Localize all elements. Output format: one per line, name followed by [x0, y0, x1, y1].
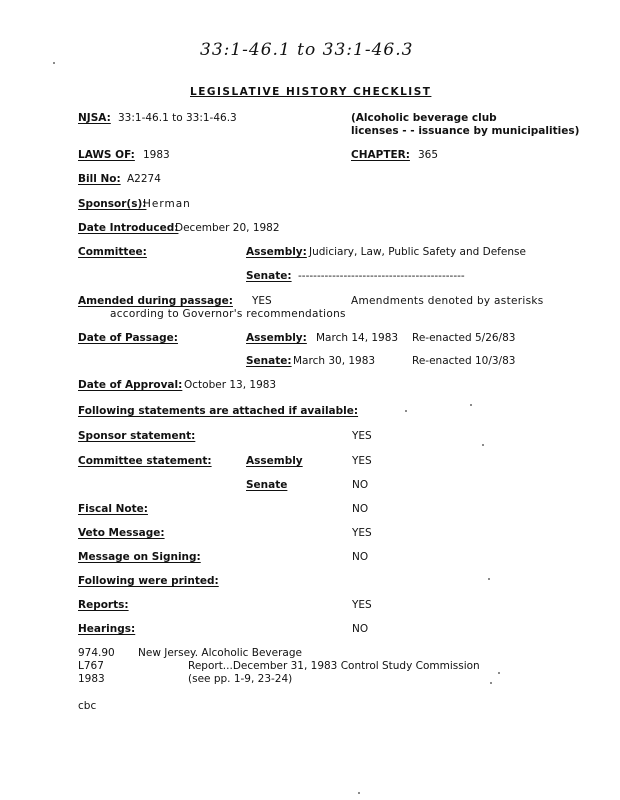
fiscal-note-label: Fiscal Note:	[78, 503, 148, 515]
laws-of-value: 1983	[143, 149, 170, 161]
sponsor-statement-label: Sponsor statement:	[78, 430, 196, 442]
veto-message-value: YES	[352, 527, 372, 539]
passage-assembly-reenacted: Re-enacted 5/26/83	[412, 332, 516, 344]
committee-statement-senate-value: NO	[352, 479, 369, 491]
statements-heading: Following statements are attached if available:	[78, 405, 359, 417]
citation-line-1: New Jersey. Alcoholic Beverage	[138, 647, 302, 659]
committee-statement-assembly-label: Assembly	[246, 455, 303, 467]
veto-message-label: Veto Message:	[78, 527, 165, 539]
committee-statement-assembly-value: YES	[352, 455, 372, 467]
reports-value: YES	[352, 599, 372, 611]
njsa-label: NJSA:	[78, 112, 111, 124]
passage-assembly-date: March 14, 1983	[316, 332, 399, 344]
committee-assembly-label: Assembly:	[246, 246, 307, 258]
reports-label: Reports:	[78, 599, 129, 611]
initials: cbc	[78, 700, 97, 712]
committee-statement-label: Committee statement:	[78, 455, 212, 467]
handwritten-statute-range: 33:1-46.1 to 33:1-46.3	[200, 40, 414, 60]
amended-label: Amended during passage:	[78, 295, 233, 307]
chapter-label: CHAPTER:	[351, 149, 410, 161]
amended-value: YES	[252, 295, 272, 307]
approval-value: October 13, 1983	[184, 379, 277, 391]
date-introduced-value: December 20, 1982	[175, 222, 280, 234]
bill-no-label: Bill No:	[78, 173, 121, 185]
scan-speck	[405, 410, 407, 412]
scan-speck	[490, 682, 492, 684]
committee-senate-label: Senate:	[246, 270, 292, 282]
hearings-value: NO	[352, 623, 369, 635]
committee-statement-senate-label: Senate	[246, 479, 288, 491]
scan-speck	[482, 444, 484, 446]
subject-line-2: licenses - - issuance by municipalities)	[351, 125, 580, 137]
njsa-value: 33:1-46.1 to 33:1-46.3	[118, 112, 237, 124]
subject-line-1: (Alcoholic beverage club	[351, 112, 497, 124]
scan-speck	[358, 792, 360, 794]
printed-heading: Following were printed:	[78, 575, 219, 587]
citation-line-3: (see pp. 1-9, 23-24)	[188, 673, 293, 685]
passage-label: Date of Passage:	[78, 332, 178, 344]
bill-no-value: A2274	[127, 173, 161, 185]
passage-assembly-label: Assembly:	[246, 332, 307, 344]
committee-assembly-value: Judiciary, Law, Public Safety and Defense	[309, 246, 526, 258]
sponsor-statement-value: YES	[352, 430, 372, 442]
approval-label: Date of Approval:	[78, 379, 183, 391]
call-number-2: L767	[78, 660, 104, 672]
committee-senate-value: --------------------------------------------	[298, 270, 465, 282]
message-on-signing-label: Message on Signing:	[78, 551, 201, 563]
committee-label: Committee:	[78, 246, 147, 258]
call-number-3: 1983	[78, 673, 105, 685]
passage-senate-date: March 30, 1983	[293, 355, 376, 367]
message-on-signing-value: NO	[352, 551, 369, 563]
scan-speck	[470, 404, 472, 406]
scan-speck	[498, 672, 500, 674]
amended-note-2: according to Governor's recommendations	[110, 308, 346, 320]
page-title: LEGISLATIVE HISTORY CHECKLIST	[190, 86, 432, 98]
sponsors-label: Sponsor(s):	[78, 198, 147, 210]
citation-line-2: Report...December 31, 1983 Control Study Commission	[188, 660, 480, 672]
laws-of-label: LAWS OF:	[78, 149, 135, 161]
passage-senate-reenacted: Re-enacted 10/3/83	[412, 355, 516, 367]
fiscal-note-value: NO	[352, 503, 369, 515]
scan-speck	[488, 578, 490, 580]
passage-senate-label: Senate:	[246, 355, 292, 367]
hearings-label: Hearings:	[78, 623, 136, 635]
scan-speck	[53, 62, 55, 64]
sponsors-value: Herman	[143, 198, 191, 210]
call-number-1: 974.90	[78, 647, 115, 659]
date-introduced-label: Date Introduced:	[78, 222, 179, 234]
chapter-value: 365	[418, 149, 439, 161]
amended-note: Amendments denoted by asterisks	[351, 295, 544, 307]
